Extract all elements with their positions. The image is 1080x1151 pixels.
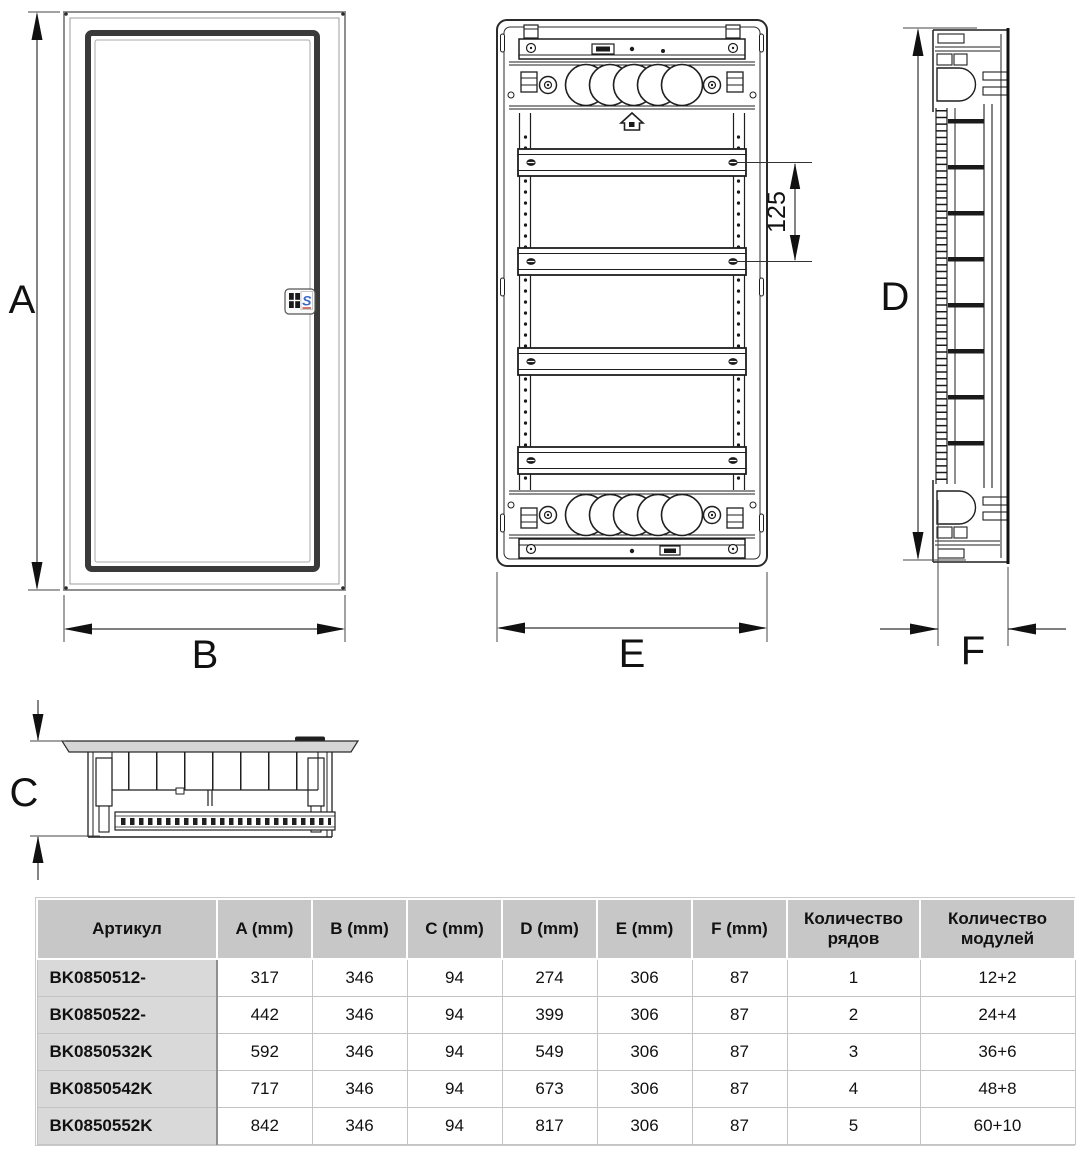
value-cell: 87: [692, 959, 787, 997]
dim-arrow-icon: [317, 624, 345, 635]
value-cell: 346: [312, 1034, 407, 1071]
value-cell: 94: [407, 997, 502, 1034]
lock-brand-letter: S: [302, 292, 312, 309]
column-header: C (mm): [407, 899, 502, 959]
value-cell: 94: [407, 1108, 502, 1145]
value-cell: 317: [217, 959, 312, 997]
dimension-c: [10, 700, 100, 880]
column-header: Количество модулей: [920, 899, 1075, 959]
value-cell: 306: [597, 1108, 692, 1145]
lock-icon: [285, 289, 315, 314]
dimension-d: [881, 28, 977, 560]
column-header: B (mm): [312, 899, 407, 959]
value-cell: 306: [597, 1034, 692, 1071]
dim-arrow-icon: [497, 623, 525, 634]
table-row: [37, 959, 1075, 997]
value-cell: 346: [312, 1071, 407, 1108]
value-cell: 2: [787, 997, 920, 1034]
dim-label-125: 125: [763, 191, 791, 233]
dim-arrow-icon: [739, 623, 767, 634]
value-cell: 673: [502, 1071, 597, 1108]
dim-arrow-icon: [64, 624, 92, 635]
article-cell: BK0850542K: [37, 1071, 217, 1108]
value-cell: 24+4: [920, 997, 1075, 1034]
value-cell: 306: [597, 1071, 692, 1108]
dim-arrow-icon: [33, 836, 44, 863]
value-cell: 306: [597, 959, 692, 997]
value-cell: 442: [217, 997, 312, 1034]
value-cell: 592: [217, 1034, 312, 1071]
dimension-a: [9, 12, 60, 590]
section-view: [62, 737, 358, 838]
value-cell: 94: [407, 1034, 502, 1071]
dimension-e: [497, 572, 767, 676]
value-cell: 4: [787, 1071, 920, 1108]
value-cell: 717: [217, 1071, 312, 1108]
table-row: [37, 1108, 1075, 1145]
front-door-view: [64, 12, 345, 590]
spec-table-body: [37, 959, 1075, 1145]
table-row: [37, 1071, 1075, 1108]
column-header: Артикул: [37, 899, 217, 959]
dim-arrow-icon: [913, 28, 924, 56]
dim-arrow-icon: [32, 12, 43, 40]
value-cell: 87: [692, 1108, 787, 1145]
interior-view: [497, 20, 767, 566]
side-view: [933, 28, 1008, 564]
bottom-bracket: [519, 539, 745, 558]
value-cell: 817: [502, 1108, 597, 1145]
column-header: D (mm): [502, 899, 597, 959]
dimension-b: [64, 595, 345, 677]
dim-label-e: E: [618, 632, 646, 676]
value-cell: 87: [692, 1071, 787, 1108]
column-header: Количество рядов: [787, 899, 920, 959]
value-cell: 346: [312, 1108, 407, 1145]
value-cell: 48+8: [920, 1071, 1075, 1108]
value-cell: 346: [312, 997, 407, 1034]
value-cell: 87: [692, 997, 787, 1034]
column-header: A (mm): [217, 899, 312, 959]
dim-label-c: C: [9, 771, 39, 815]
dim-arrow-icon: [913, 532, 924, 560]
table-row: [37, 997, 1075, 1034]
dim-arrow-icon: [790, 235, 800, 261]
spec-table: [36, 898, 1076, 1145]
dim-label-b: B: [191, 633, 219, 677]
value-cell: 36+6: [920, 1034, 1075, 1071]
dim-arrow-icon: [33, 714, 44, 741]
dim-label-d: D: [880, 275, 910, 319]
article-cell: BK0850522-: [37, 997, 217, 1034]
dim-arrow-icon: [790, 163, 800, 189]
spec-table-header-row: [37, 899, 1075, 959]
value-cell: 12+2: [920, 959, 1075, 997]
article-cell: BK0850512-: [37, 959, 217, 997]
value-cell: 87: [692, 1034, 787, 1071]
value-cell: 1: [787, 959, 920, 997]
value-cell: 60+10: [920, 1108, 1075, 1145]
door-panel: [88, 33, 317, 569]
value-cell: 3: [787, 1034, 920, 1071]
value-cell: 346: [312, 959, 407, 997]
value-cell: 5: [787, 1108, 920, 1145]
value-cell: 274: [502, 959, 597, 997]
value-cell: 399: [502, 997, 597, 1034]
article-cell: BK0850552K: [37, 1108, 217, 1145]
value-cell: 306: [597, 997, 692, 1034]
dim-label-f: F: [960, 629, 986, 673]
dim-arrow-icon: [1008, 624, 1036, 635]
dim-label-a: A: [8, 278, 36, 322]
front-frame-flange: [62, 741, 358, 752]
column-header: E (mm): [597, 899, 692, 959]
spec-table-section: [35, 897, 1075, 1146]
value-cell: 842: [217, 1108, 312, 1145]
dim-arrow-icon: [32, 562, 43, 590]
value-cell: 94: [407, 959, 502, 997]
table-row: [37, 1034, 1075, 1071]
dim-arrow-icon: [910, 624, 938, 635]
dimension-f: [880, 500, 1066, 673]
article-cell: BK0850532K: [37, 1034, 217, 1071]
value-cell: 94: [407, 1071, 502, 1108]
column-header: F (mm): [692, 899, 787, 959]
value-cell: 549: [502, 1034, 597, 1071]
